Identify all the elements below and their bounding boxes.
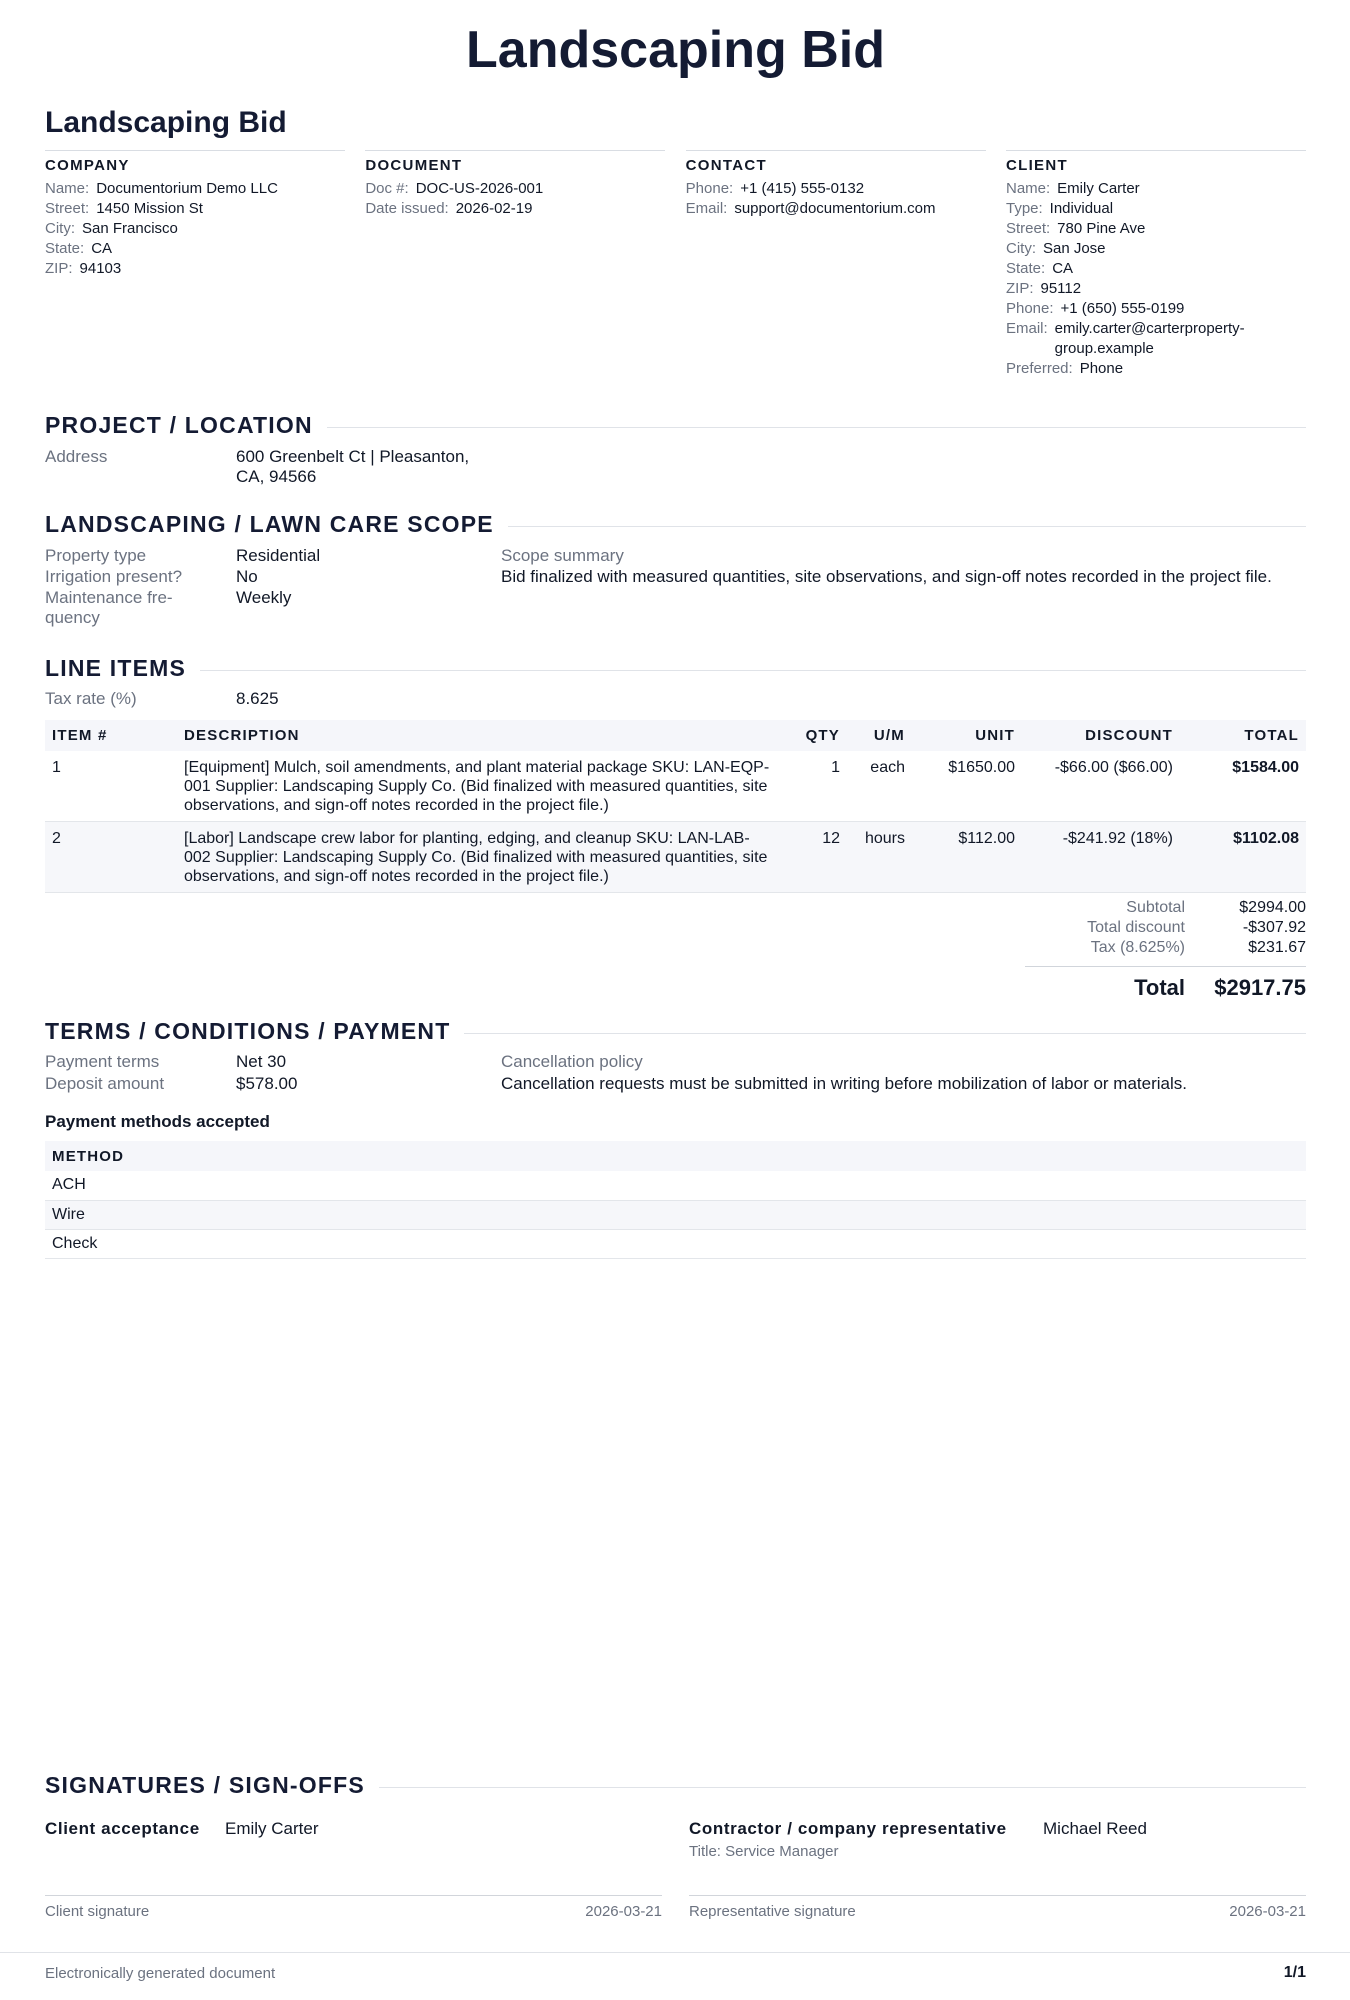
client-acceptance-heading: Client acceptance [45, 1819, 200, 1838]
field-label: Phone: [685, 180, 734, 197]
item-unit: $112.00 [912, 822, 1022, 893]
info-field [45, 239, 345, 259]
field-value: +1 (650) 555-0199 [1060, 300, 1185, 317]
tax-row [1025, 938, 1306, 958]
field-value: Phone [1079, 360, 1124, 377]
item-number: 1 [45, 751, 177, 822]
info-field [1006, 259, 1306, 279]
company-heading: COMPANY [45, 157, 130, 174]
section-rule [464, 1033, 1306, 1034]
item-number: 2 [45, 822, 177, 893]
item-qty: 1 [777, 751, 847, 822]
col-description: DESCRIPTION [177, 720, 777, 751]
item-um: hours [847, 822, 912, 893]
info-field [1006, 299, 1306, 319]
scope-summary-label: Scope summary [501, 546, 624, 565]
table-row [45, 1229, 1306, 1258]
item-description: [Labor] Landscape crew labor for planting, edging, and cleanup SKU: LAN-LAB-002 Supplier: Landscaping Supply Co. (Bid finalized with measured quantities, site observations, and sign-off notes recorded in the project file.) [177, 822, 777, 893]
field-label: Type: [1005, 200, 1043, 217]
info-field [686, 179, 986, 199]
info-field [1006, 279, 1306, 299]
table-row [45, 1171, 1306, 1200]
field-value: Emily Carter [1057, 180, 1140, 197]
tax-rate-label: Tax rate (%) [45, 689, 137, 708]
field-label: Preferred: [1005, 360, 1073, 377]
total-discount-value: -$307.92 [1242, 919, 1306, 936]
field-value: San Jose [1042, 240, 1106, 257]
payment-method: Check [45, 1229, 1306, 1258]
field-value: San Francisco [82, 220, 178, 237]
property-type-value: Residential [236, 546, 321, 565]
field-value: 1450 Mission St [96, 200, 203, 217]
info-field [365, 199, 665, 219]
field-value: 2026-02-19 [455, 200, 533, 217]
section-rule [379, 1787, 1306, 1788]
info-grid [45, 150, 1306, 379]
line-items-heading: LINE ITEMS [45, 655, 187, 681]
section-rule [200, 670, 1306, 671]
field-value: CA [91, 240, 113, 257]
item-total: $1584.00 [1180, 751, 1306, 822]
grand-total-label: Total [1134, 975, 1185, 1000]
address-line-2: CA, 94566 [236, 467, 317, 486]
maintenance-value: Weekly [236, 588, 292, 607]
field-value: emily.carter@carterproperty-group.example [1054, 320, 1245, 357]
signatures-heading: SIGNATURES / SIGN-OFFS [45, 1772, 365, 1798]
field-label: ZIP: [45, 260, 73, 277]
field-label: Street: [45, 200, 90, 217]
col-unit: UNIT [912, 720, 1022, 751]
client-signature-label: Client signature [45, 1903, 150, 1920]
info-field [365, 179, 665, 199]
document-heading: DOCUMENT [365, 157, 463, 174]
subtotal-value: $2994.00 [1239, 899, 1306, 916]
field-label: Doc #: [365, 180, 409, 197]
client-block [1006, 150, 1306, 379]
field-value: 780 Pine Ave [1057, 220, 1146, 237]
discount-row [1025, 918, 1306, 938]
payment-terms-label: Payment terms [45, 1052, 160, 1071]
tax-label: Tax (8.625%) [1090, 939, 1185, 956]
section-rule [508, 526, 1306, 527]
client-acceptance-name: Emily Carter [225, 1819, 319, 1838]
line-items-table [45, 720, 1306, 893]
page-title: Landscaping Bid [466, 21, 885, 79]
info-field [1006, 199, 1306, 219]
company-block [45, 150, 345, 379]
scope-section-header [45, 511, 1306, 538]
field-label: Phone: [1005, 300, 1054, 317]
item-unit: $1650.00 [912, 751, 1022, 822]
info-field [686, 199, 986, 219]
cancellation-label: Cancellation policy [501, 1052, 643, 1071]
scope-summary-value: Bid finalized with measured quantities, site observations, and sign-off notes recorded in the project file. [501, 567, 1272, 586]
info-field [1006, 179, 1306, 199]
terms-section-header [45, 1018, 1306, 1045]
scope-heading: LANDSCAPING / LAWN CARE SCOPE [45, 511, 494, 537]
contact-heading: CONTACT [685, 157, 767, 174]
field-value: CA [1052, 260, 1074, 277]
info-field [1006, 319, 1306, 359]
item-qty: 12 [777, 822, 847, 893]
page-number: 1/1 [1283, 1964, 1306, 1981]
client-fields [1006, 179, 1306, 379]
payment-method: ACH [45, 1171, 1306, 1200]
tax-value: $231.67 [1248, 939, 1306, 956]
col-method: METHOD [45, 1141, 1306, 1171]
rep-title: Title: Service Manager [689, 1843, 839, 1860]
rep-signature-line [689, 1895, 1306, 1896]
field-label: Email: [1005, 320, 1048, 337]
field-label: City: [1005, 240, 1036, 257]
tax-rate-value: 8.625 [236, 689, 279, 708]
payment-terms-value: Net 30 [236, 1052, 287, 1071]
info-field [45, 259, 345, 279]
project-heading: PROJECT / LOCATION [45, 412, 313, 438]
signatures-section-header [45, 1772, 1306, 1799]
client-signature-line [45, 1895, 662, 1896]
col-um: U/M [847, 720, 912, 751]
info-field [45, 199, 345, 219]
document-fields [365, 179, 665, 219]
field-value: 94103 [79, 260, 122, 277]
maintenance-label: Maintenance fre- [45, 588, 173, 607]
info-field [1006, 359, 1306, 379]
item-description: [Equipment] Mulch, soil amendments, and plant material package SKU: LAN-EQP-001 Supplier: Landscaping Supply Co. (Bid finalized with measured quantities, site observations, and sign-off notes recorded in the project file.) [177, 751, 777, 822]
payment-methods-table [45, 1141, 1306, 1259]
document-block [365, 150, 665, 379]
item-discount: -$241.92 (18%) [1022, 822, 1180, 893]
footer-note: Electronically generated document [45, 1965, 276, 1982]
deposit-value: $578.00 [236, 1074, 298, 1093]
property-type-label: Property type [45, 546, 147, 565]
item-total: $1102.08 [1180, 822, 1306, 893]
info-field [45, 219, 345, 239]
field-value: DOC-US-2026-001 [415, 180, 544, 197]
table-header-row [45, 720, 1306, 751]
field-label: Street: [1005, 220, 1051, 237]
subtotal-row [1025, 898, 1306, 918]
contact-block [686, 150, 986, 379]
rep-name: Michael Reed [1043, 1819, 1147, 1838]
totals-block [1025, 898, 1306, 958]
subtotal-label: Subtotal [1126, 899, 1185, 916]
client-heading: CLIENT [1005, 157, 1068, 174]
col-total: TOTAL [1180, 720, 1306, 751]
field-label: City: [45, 220, 75, 237]
table-row [45, 1200, 1306, 1229]
payment-method: Wire [45, 1200, 1306, 1229]
table-row [45, 822, 1306, 893]
company-fields [45, 179, 345, 279]
col-discount: DISCOUNT [1022, 720, 1180, 751]
info-field [45, 179, 345, 199]
field-label: State: [45, 240, 85, 257]
line-items-section-header [45, 655, 1306, 682]
grand-total-row [1025, 966, 1306, 1001]
field-value: Documentorium Demo LLC [96, 180, 278, 197]
client-signature-date: 2026-03-21 [585, 1903, 662, 1920]
info-field [1006, 219, 1306, 239]
terms-heading: TERMS / CONDITIONS / PAYMENT [45, 1018, 451, 1044]
rep-signature-label: Representative signature [689, 1903, 856, 1920]
address-label: Address [45, 447, 108, 466]
payment-methods-title: Payment methods accepted [45, 1112, 270, 1131]
rep-heading: Contractor / company representative [689, 1819, 1007, 1838]
footer-rule [0, 1952, 1350, 1953]
irrigation-label: Irrigation present? [45, 567, 183, 586]
field-label: State: [1005, 260, 1046, 277]
deposit-label: Deposit amount [45, 1074, 165, 1093]
cancellation-value: Cancellation requests must be submitted in writing before mobilization of labor or materials. [501, 1074, 1187, 1093]
info-field [1006, 239, 1306, 259]
document-title: Landscaping Bid [45, 106, 287, 139]
total-discount-label: Total discount [1087, 919, 1185, 936]
project-section-header [45, 412, 1306, 439]
field-value: support@documentorium.com [734, 200, 936, 217]
field-label: Name: [1005, 180, 1051, 197]
grand-total-value: $2917.75 [1214, 975, 1306, 1000]
col-item: ITEM # [45, 720, 177, 751]
field-label: ZIP: [1005, 280, 1034, 297]
col-qty: QTY [777, 720, 847, 751]
field-label: Name: [45, 180, 90, 197]
field-value: +1 (415) 555-0132 [740, 180, 865, 197]
contact-fields [686, 179, 986, 219]
field-value: Individual [1049, 200, 1114, 217]
table-header-row [45, 1141, 1306, 1171]
section-rule [327, 427, 1306, 428]
item-discount: -$66.00 ($66.00) [1022, 751, 1180, 822]
address-line-1: 600 Greenbelt Ct | Pleasanton, [236, 447, 470, 466]
table-row [45, 751, 1306, 822]
irrigation-value: No [236, 567, 258, 586]
rep-signature-date: 2026-03-21 [1229, 1903, 1306, 1920]
maintenance-label-cont: quency [45, 608, 100, 627]
field-value: 95112 [1040, 280, 1082, 297]
field-label: Email: [685, 200, 728, 217]
item-um: each [847, 751, 912, 822]
field-label: Date issued: [365, 200, 449, 217]
